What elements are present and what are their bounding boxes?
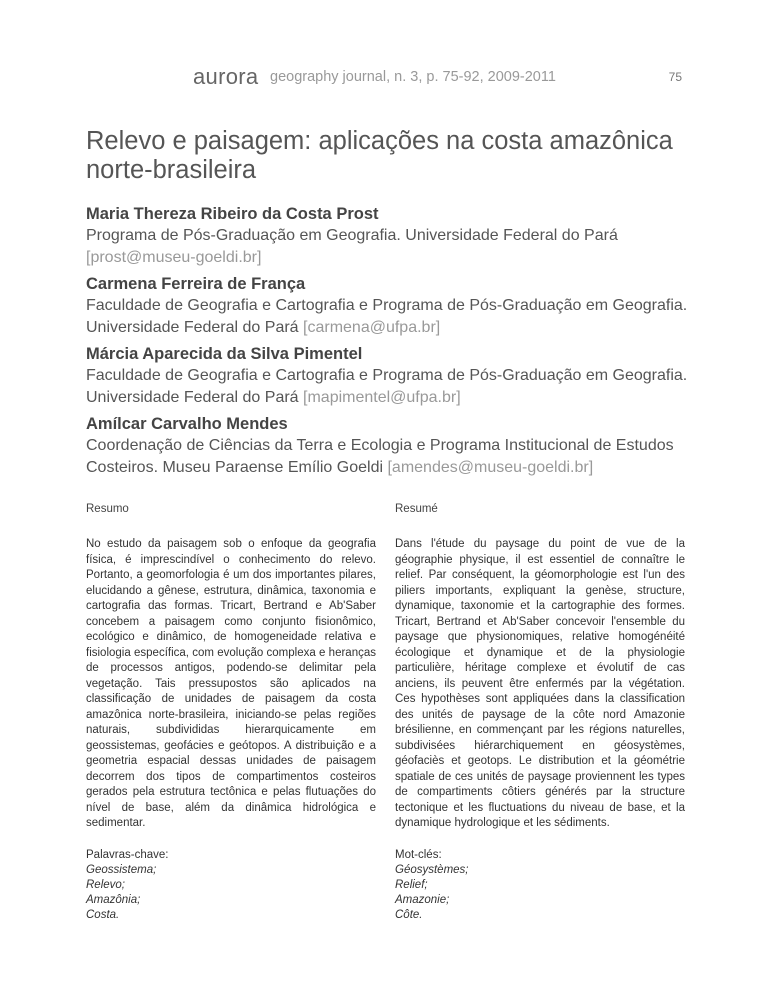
- keyword: Côte.: [395, 909, 423, 921]
- author-entry: [86, 203, 696, 269]
- keywords-label: Mot-clés:: [395, 849, 442, 861]
- resume-heading: Resumé: [395, 503, 438, 515]
- keyword: Amazonie;: [395, 894, 450, 906]
- keywords-label: Palavras-chave:: [86, 849, 169, 861]
- author-name: Maria Thereza Ribeiro da Costa Prost: [86, 205, 379, 223]
- resume-keywords: [395, 848, 685, 923]
- journal-info: geography journal, n. 3, p. 75-92, 2009-2011: [270, 69, 556, 85]
- author-entry: [86, 343, 696, 409]
- journal-name: aurora: [193, 64, 259, 89]
- author-entry: [86, 273, 696, 339]
- keyword: Geossistema;: [86, 864, 157, 876]
- resumo-keywords: [86, 848, 376, 923]
- running-header: [0, 66, 768, 90]
- author-list: [86, 203, 696, 483]
- author-email[interactable]: [mapimentel@ufpa.br]: [303, 389, 461, 406]
- author-name: Márcia Aparecida da Silva Pimentel: [86, 345, 363, 363]
- resumo-text: No estudo da paisagem sob o enfoque da geografia física, é imprescindível o conhecimento do relevo. Portanto, a geomorfologia é um dos importantes pilares, elucidando a gênese, estrutura, dinâmica, taxonomia e cartografia das formas. Tricart, Bertrand e Ab'Saber concebem a paisagem como conjunto fisionômico, ecológico e dinâmico, de homogeneidade relativa e fisiologia específica, com evolução complexa e heranças de processos antigos, podendo-se delimitar pela vegetação. Tais pressupostos são aplicados na classificação de unidades de paisagem da costa amazônica norte-brasileira, iniciando-se pelas regiões naturais, subdivididas hierarquicamente em geossistemas, geofácies e geótopos. A distribuição e a geometria espacial dessas unidades de paisagem decorrem dos tipos de compartimentos costeiros gerados pela estrutura tectônica e pelas flutuações do nível de base, além da dinâmica hidrológica e sedimentar.: [86, 538, 376, 829]
- author-name: Amílcar Carvalho Mendes: [86, 415, 288, 433]
- resumo-column: [86, 503, 376, 832]
- author-affiliation: Faculdade de Geografia e Cartografia e Programa de Pós-Graduação em Geografia. Universidade Federal do Pará: [86, 297, 688, 336]
- author-entry: [86, 413, 696, 479]
- keyword: Costa.: [86, 909, 120, 921]
- author-email[interactable]: [carmena@ufpa.br]: [303, 319, 441, 336]
- author-affiliation: Programa de Pós-Graduação em Geografia. Universidade Federal do Pará: [86, 227, 618, 244]
- page-number: 75: [668, 70, 682, 84]
- article-title: Relevo e paisagem: aplicações na costa amazônica norte-brasileira: [86, 127, 673, 184]
- keyword: Relevo;: [86, 879, 125, 891]
- keyword: Géosystèmes;: [395, 864, 469, 876]
- author-affiliation: Coordenação de Ciências da Terra e Ecologia e Programa Institucional de Estudos Costeiros. Museu Paraense Emílio Goeldi: [86, 437, 674, 476]
- keyword: Amazônia;: [86, 894, 141, 906]
- resume-text: Dans l'étude du paysage du point de vue de la géographie physique, il est essentiel de connaître le relief. Par conséquent, la géomorphologie est l'un des piliers importants, expliquant la genèse, structure, dynamique, taxonomie et la cartographie des formes. Tricart, Bertrand et Ab'Saber concevoir l'ensemble du paysage que physionomiques, relative homogénéité écologique et dynamique et de la physiologie particulière, héritage complexe et évolutif de cas anciens, ils peuvent être enfermés par la végétation. Ces hypothèses sont appliquées dans la classification des unités de paysage de la côte nord Amazonie brésilienne, en commençant par les régions naturelles, subdivisées hiérarchiquement en géosystèmes, géofaciès et geotops. Le distribution et la géométrie spatiale de ces unités de paysage proviennent les types de compartiments côtiers générés par la structure tectonique et les fluctuations du niveau de base, et la dynamique hydrologique et les sédiments.: [395, 538, 685, 829]
- author-name: Carmena Ferreira de França: [86, 275, 306, 293]
- author-email[interactable]: [amendes@museu-goeldi.br]: [387, 459, 594, 476]
- author-affiliation: Faculdade de Geografia e Cartografia e Programa de Pós-Graduação em Geografia. Universidade Federal do Pará: [86, 367, 688, 406]
- resumo-heading: Resumo: [86, 503, 129, 515]
- resume-column: [395, 503, 685, 832]
- author-email[interactable]: [prost@museu-goeldi.br]: [86, 249, 262, 266]
- keyword: Relief;: [395, 879, 428, 891]
